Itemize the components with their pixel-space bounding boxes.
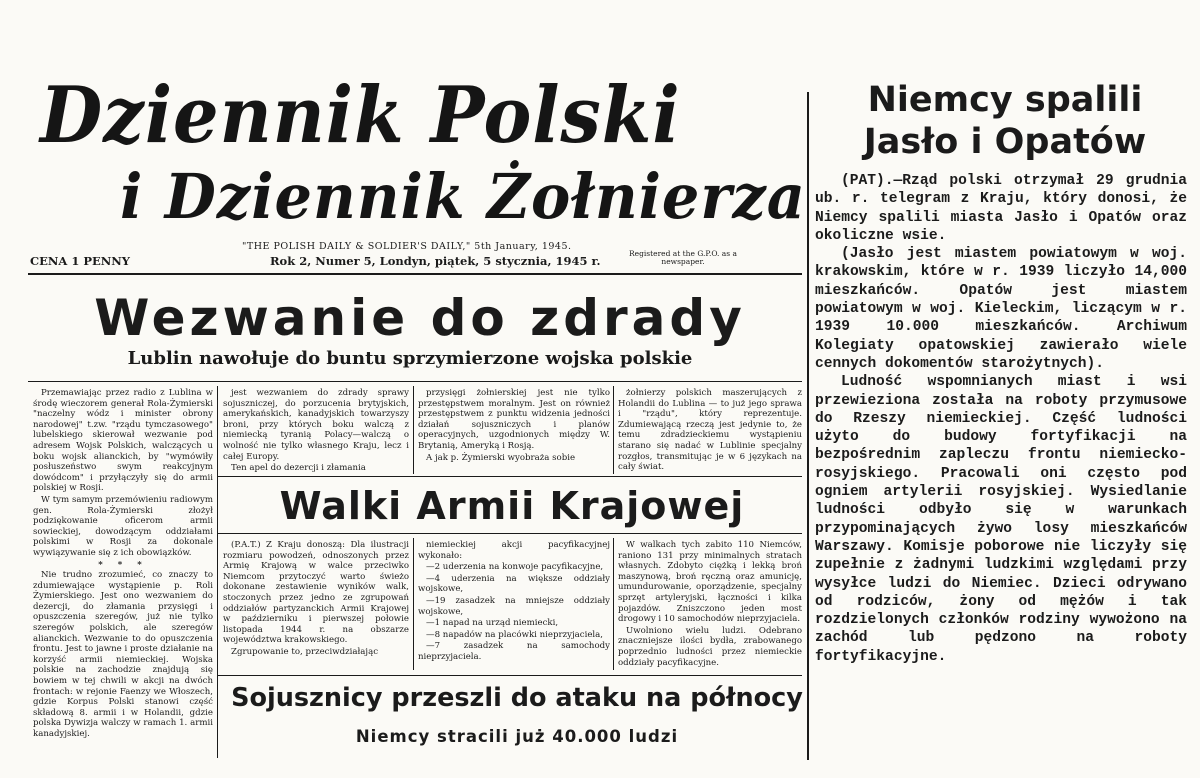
story4-body (815, 172, 1187, 666)
headline-jaslo-opatow: Jasło i Opatów (863, 122, 1147, 162)
column-divider (413, 386, 414, 474)
paragraph: (PAT).—Rząd polski otrzymał 29 grudnia ub. r. telegram z Kraju, który donosi, że Niemcy spalili miasta Jasło i Opatów oraz okoliczne wsie. (815, 173, 1187, 244)
story1-column-4 (618, 388, 802, 472)
paragraph: Nie trudno zrozumieć, co znaczy to zdumiewające wystąpienie p. Roli Żymierskiego. Jest ono wezwaniem do dezercji, do złamania przysięgi i opuszczenia szeregów, już nie tylko szeregów polskich, ale szeregów alianckich. Wezwanie to do opuszczenia frontu. Jest to jawne i proste działanie na korzyść armii niemieckiej. Wojska polskie na zachodzie znajdują się bowiem w tej chwili w akcji na dwóch frontach: w rejonie Faenzy we Włoszech, gdzie Korpus Polski stanowi część składową 8. armii i w Holandii, gdzie polska Dywizja walczy w ramach 1. armii kanadyjskiej. (33, 570, 213, 739)
headline-sojusznicy: Sojusznicy przeszli do ataku na północy (231, 683, 803, 713)
paragraph: (Jasło jest miastem powiatowym w woj. krakowskim, które w r. 1939 liczyło 14,000 mieszkańców. Opatów jest miastem powiatowym w woj. Kieleckim, liczącym w r. 1939 10.000 mieszkańców. Archiwum Kolegiaty opatowskiej zawierało wiele cennych dokomentów starożytnych). (815, 246, 1187, 372)
paragraph: Przemawiając przez radio z Lublina w środę wieczorem generał Rola-Żymierski "naczelny wódz i minister obrony narodowej" t.zw. "rządu tymczasowego" lubelskiego skierował wezwanie pod adresem Wojsk Polskich, walczących u boku wojsk alianckich, by "wymówiły posłuszeństwo swym reakcyjnym dowódcom" i przyłączyły się do armii polskiej w Rosji. (33, 388, 213, 494)
story2-column-2 (418, 540, 610, 668)
masthead-title: Dziennik Polski (40, 70, 681, 161)
story1-rule (28, 381, 802, 382)
paragraph: Ludność wspomnianych miast i wsi przewieziona została na roboty przymusowe do Rzeszy niemieckiej. Część ludności użyto do budowy fortyfikacji na bezpośrednim zapleczu frontu niemiecko-rosyjskiego. Pracowali oni często pod ogniem artylerii rosyjskiej. Wysiedlanie ludności odbyło się w warunkach przypominających żywo losy mieszkańców Warszawy. Komisje poborowe nie liczyły się zupełnie z żadnymi ludzkimi względami przy wysyłce ludzi do Niemiec. Dzieci odrywano od rodziców, żony od mężów i tak rozdzielonych członków rodziny wywożono na zachód lub pędzono na roboty fortyfikacyjne. (815, 374, 1187, 665)
paragraph: Ten apel do dezercji i złamania (231, 463, 366, 472)
subhead-wezwanie: Lublin nawołuje do buntu sprzymierzone wojska polskie (127, 348, 693, 369)
masthead-rule (28, 273, 802, 275)
subhead-sojusznicy: Niemcy stracili już 40.000 ludzi (355, 727, 679, 746)
paragraph: —1 napad na urząd niemiecki, (426, 618, 559, 629)
paragraph: (P.A.T.) Z Kraju donoszą: Dla ilustracji rozmiaru powodzeń, odnoszonych przez Armię Krajową w walce przeciwko Niemcom przytoczyć warto świeżo dokonane zestawienie wyników walk, stoczonych przez jedno ze zgrupowań oddziałów partyzanckich Armii Krajowej w październiku i pierwszej połowie listopada 1944 r. na obszarze województwa krakowskiego. (223, 540, 409, 646)
headline-walki: Walki Armii Krajowej (279, 484, 745, 528)
story2-column-1 (223, 540, 409, 668)
column-divider (217, 386, 218, 758)
paragraph: przysięgi żołnierskiej jest nie tylko przestępstwem moralnym. Jest on również przestępstwem z punktu widzenia jedności działań sojuszniczych i planów operacyjnych, uzgodnionych między W. Brytanią, Ameryką i Rosją. (418, 388, 610, 451)
paragraph: —4 uderzenia na większe oddziały wojskowe, (418, 573, 610, 595)
paragraph: Uwolniono wielu ludzi. Odebrano znaczniejsze ilości bydła, zrabowanego poprzednio ludności przez niemieckie oddziały pacyfikacyjne. (618, 625, 802, 668)
column-divider (613, 386, 614, 474)
story2-rule-bottom (218, 533, 802, 534)
story1-column-3 (418, 388, 610, 472)
paragraph: żołnierzy polskich maszerujących z Holandii do Lublina — to już jego sprawa i "rządu", który reprezentuje. Zdumiewającą rzeczą jest jedynie to, że temu zdradzieckiemu wystąpieniu starano się nadać w Lublinie specjalny rozgłos, transmitując je w 6 językach na cały świat. (618, 388, 802, 472)
paragraph: W tym samym przemówieniu radiowym gen. Rola-Żymierski złożył podziękowanie oficerom armii sowieckiej, dowodzącym oddziałami polskimi w Rosji za dokonale wywiązywanie się z ich obowiązków. (33, 494, 213, 558)
paragraph: jest wezwaniem do zdrady sprawy sojuszniczej, do porzucenia brytyjskich, amerykańskich, kanadyjskich towarzyszy broni, przy których boku walczą z niemiecką tyranią Polacy—walczą o wolność nie tylko własnego Kraju, lecz i całej Europy. (223, 388, 409, 462)
paragraph: W walkach tych zabito 110 Niemców, raniono 131 przy minimalnych stratach własnych. Zdobyto ciężką i lekką broń maszynową, broń ręczną oraz amunicję, umundurowanie, oporządzenie, specjalny sprzęt artyleryjski, łączności i kilka pojazdów. Zniszczono jeden most drogowy i 10 samochodów nieprzyjaciela. (618, 540, 802, 625)
paragraph: —8 napadów na placówki nieprzyjaciela, (426, 629, 604, 640)
masthead-title-line2: i Dziennik Żołnierza (120, 160, 806, 233)
issue-line: Rok 2, Numer 5, Londyn, piątek, 5 stycznia, 1945 r. (270, 254, 601, 268)
paragraph: —19 zasadzek na mniejsze oddziały wojskowe, (418, 595, 610, 617)
column-divider (613, 538, 614, 670)
column-divider (413, 538, 414, 670)
headline-niemcy-spalili: Niemcy spalili (867, 80, 1143, 120)
price: CENA 1 PENNY (30, 254, 131, 268)
paragraph: A jak p. Żymierski wyobraża sobie (426, 452, 576, 463)
section-separator: * * * (98, 559, 148, 570)
paragraph: —7 zasadzek na samochody nieprzyjaciela. (418, 641, 610, 662)
masthead-subtitle: "THE POLISH DAILY & SOLDIER'S DAILY," 5th January, 1945. (242, 241, 572, 252)
column-divider-main (807, 92, 809, 760)
story1-column-1 (33, 388, 213, 758)
paragraph: niemieckiej akcji pacyfikacyjnej wykonało: (418, 540, 610, 561)
headline-wezwanie: Wezwanie do zdrady (94, 289, 746, 347)
story3-rule (218, 675, 802, 676)
story2-rule (218, 476, 802, 477)
paragraph: —2 uderzenia na konwoje pacyfikacyjne, (426, 562, 604, 573)
issue-info-bar (30, 249, 800, 270)
story1-column-2 (223, 388, 409, 472)
paragraph: Zgrupowanie to, przeciwdziałając (231, 646, 379, 657)
registration-note: Registered at the G.P.O. as a newspaper. (628, 249, 737, 266)
story2-column-3 (618, 540, 802, 668)
